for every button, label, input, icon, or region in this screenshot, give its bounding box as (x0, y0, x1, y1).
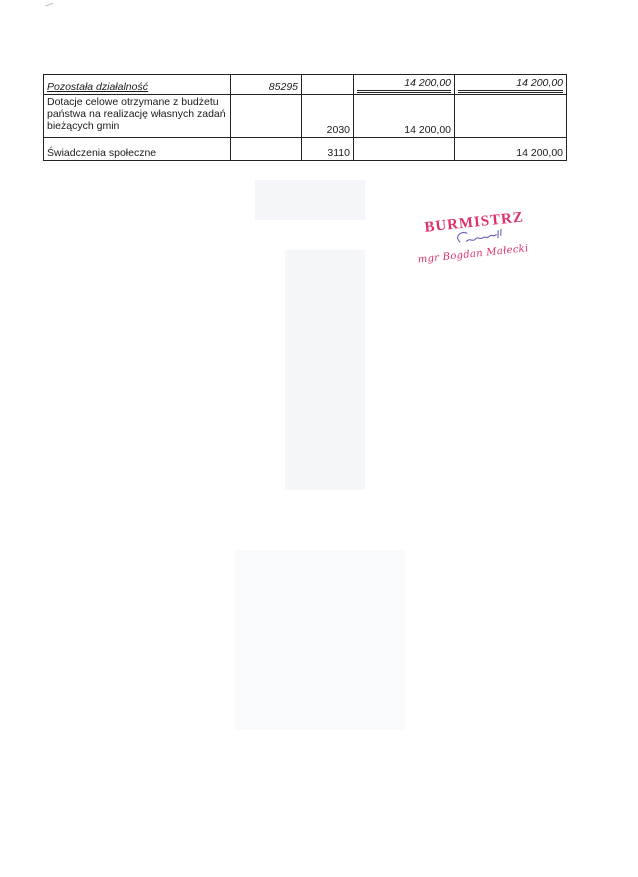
scan-artifact (45, 3, 54, 10)
amount-a-value: 14 200,00 (404, 124, 451, 136)
amount-b-value: 14 200,00 (458, 77, 563, 93)
table-row (44, 75, 567, 95)
amount-a-cell (354, 95, 455, 138)
dzial-cell (231, 138, 302, 161)
stamp-title: BURMISTRZ (423, 209, 525, 236)
bleed-through-shadow (255, 180, 365, 220)
amount-b-cell (455, 75, 567, 95)
row-name-cell (44, 95, 231, 138)
table-row (44, 95, 567, 138)
official-stamp (413, 201, 549, 276)
row-name-cell (44, 75, 231, 95)
row-name: Pozostała działalność (47, 81, 148, 93)
amount-a-value: 14 200,00 (357, 77, 451, 93)
row-name: Świadczenia społeczne (47, 147, 157, 159)
dzial-cell (231, 75, 302, 95)
amount-a-cell (354, 138, 455, 161)
row-name-cell (44, 138, 231, 161)
row-name: Dotacje celowe otrzymane z budżetu państwa na realizację własnych zadań bieżących gmin (47, 96, 226, 132)
dzial-value: 85295 (268, 81, 298, 93)
paragraf-cell (302, 138, 354, 161)
table-row (44, 138, 567, 161)
paragraf-cell (302, 95, 354, 138)
amount-b-value: 14 200,00 (516, 147, 563, 159)
paragraf-value: 2030 (326, 124, 350, 136)
amount-b-cell (455, 95, 567, 138)
bleed-through-shadow (235, 550, 405, 730)
stamp-name: mgr Bogdan Małecki (417, 243, 530, 266)
amount-a-cell (354, 75, 455, 95)
paragraf-cell (302, 75, 354, 95)
budget-table (43, 74, 567, 161)
dzial-cell (231, 95, 302, 138)
amount-b-cell (455, 138, 567, 161)
paragraf-value: 3110 (327, 147, 350, 159)
bleed-through-shadow (285, 250, 365, 490)
